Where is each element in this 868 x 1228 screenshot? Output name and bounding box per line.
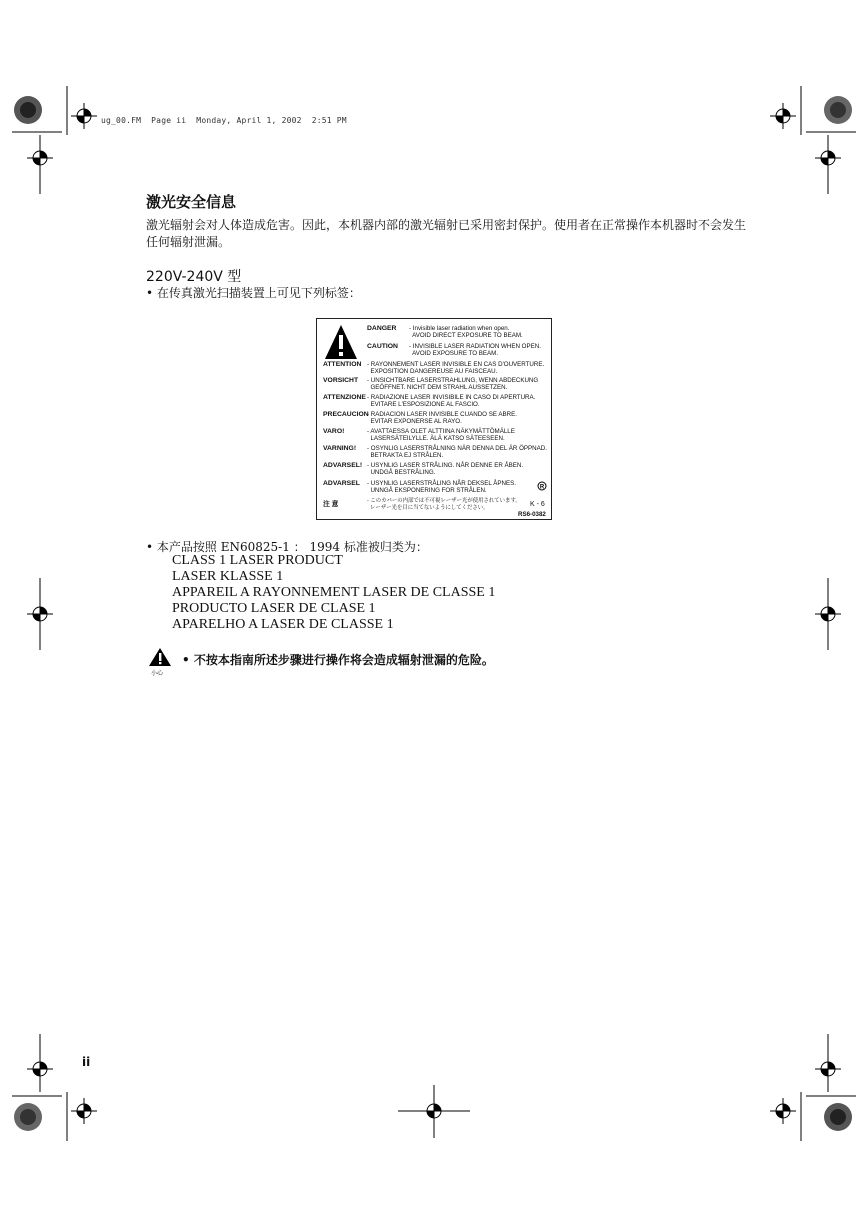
class-line: LASER KLASSE 1 (172, 569, 284, 584)
label-entry-key: ATTENZIONE (323, 394, 366, 401)
laser-warning-label (316, 318, 552, 520)
class-line: CLASS 1 LASER PRODUCT (172, 553, 343, 568)
label-entry-text: - Invisible laser radiation when open. AVOID DIRECT EXPOSURE TO BEAM. (409, 325, 523, 339)
label-entry-text: - OSYNLIG LASERSTRÅLNING NÄR DENNA DEL ÄR ÖPPNAD. BETRAKTA EJ STRÅLEN. (367, 445, 547, 459)
label-entry-text: - RADIACION LASER INVISIBLE CUANDO SE ABRE. EVITAR EXPONERSE AL RAYO. (367, 411, 517, 425)
section-paragraph: 激光辐射会对人体造成危害。因此，本机器内部的激光辐射已采用密封保护。使用者在正常操作本机器时不会发生任何辐射泄漏。 (146, 218, 747, 249)
svg-text:R: R (539, 484, 545, 491)
model-heading: 220V-240V 型 (146, 269, 242, 285)
class-line: PRODUCTO LASER DE CLASE 1 (172, 601, 376, 616)
label-entry-key: PRECAUCION (323, 411, 369, 418)
section-title: 激光安全信息 (146, 193, 237, 211)
label-entry-text: - USYNLIG LASER STRÅLING. NÅR DENNE ER ÅBEN. UNDGÅ BESTRÅLING. (367, 462, 524, 476)
label-entry-key: VARO! (323, 428, 345, 435)
file-header: ug_00.FM Page ii Monday, April 1, 2002 2:51 PM (101, 116, 347, 125)
label-entry-text: - INVISIBLE LASER RADIATION WHEN OPEN. AVOID EXPOSURE TO BEAM. (409, 343, 541, 357)
label-entry-key: VORSICHT (323, 377, 359, 384)
label-code-rs: RS6-0382 (518, 511, 546, 518)
label-entry-key: ADVARSEL (323, 480, 360, 487)
label-entry-key: ATTENTION (323, 361, 362, 368)
caution-triangle-icon (148, 647, 172, 667)
label-entry-text: - UNSICHTBARE LASERSTRAHLUNG, WENN ABDECKUNG GEÖFFNET. NICHT DEM STRAHL AUSSETZEN. (367, 377, 539, 391)
caution-text: • 不按本指南所述步骤进行操作将会造成辐射泄漏的危险。 (182, 653, 494, 667)
label-entry-text: - このカバーの内部では不可視レーザー光が使用されています。 レーザー光を目に当てないようにしてください。 (367, 498, 521, 511)
label-entry-text: - USYNLIG LASERSTRÅLING NÅR DEKSEL ÅPNES. UNNGÅ EKSPONERING FOR STRÅLEN. (367, 480, 517, 494)
label-entry-key: 注 意 (323, 501, 339, 508)
label-entry-key: DANGER (367, 325, 397, 332)
label-code-k: K - 6 (530, 501, 545, 508)
label-entry-text: - AVATTAESSA OLET ALTTIINA NÄKYMÄTTÖMÄLLE LASERSÄTEILYLLE. ÄLÄ KATSO SÄTEESEEN. (367, 428, 515, 442)
class-line: APPAREIL A RAYONNEMENT LASER DE CLASSE 1 (172, 585, 496, 600)
registered-mark-icon (537, 481, 547, 491)
caution-caption: 小心 (151, 670, 164, 677)
label-entry-text: - RAYONNEMENT LASER INVISIBLE EN CAS D'OUVERTURE. EXPOSITION DANGEREUSE AU FAISCEAU. (367, 361, 545, 375)
page-number: ii (82, 1055, 91, 1069)
classification-bullet: • 本产品按照 EN60825-1 ： 1994 标准被归类为： (146, 540, 428, 554)
label-entry-text: - RADIAZIONE LASER INVISIBILE IN CASO DI APERTURA. EVITARE L'ESPOSIZIONE AL FASCIO. (367, 394, 536, 408)
warning-triangle-icon (323, 323, 359, 361)
label-entry-key: ADVARSEL! (323, 462, 363, 469)
class-line: APARELHO A LASER DE CLASSE 1 (172, 617, 394, 632)
label-entry-key: CAUTION (367, 343, 398, 350)
classification-lines (172, 553, 495, 633)
label-entry-key: VARNING! (323, 445, 357, 452)
label-bullet: • 在传真激光扫描装置上可见下列标签： (146, 286, 361, 300)
